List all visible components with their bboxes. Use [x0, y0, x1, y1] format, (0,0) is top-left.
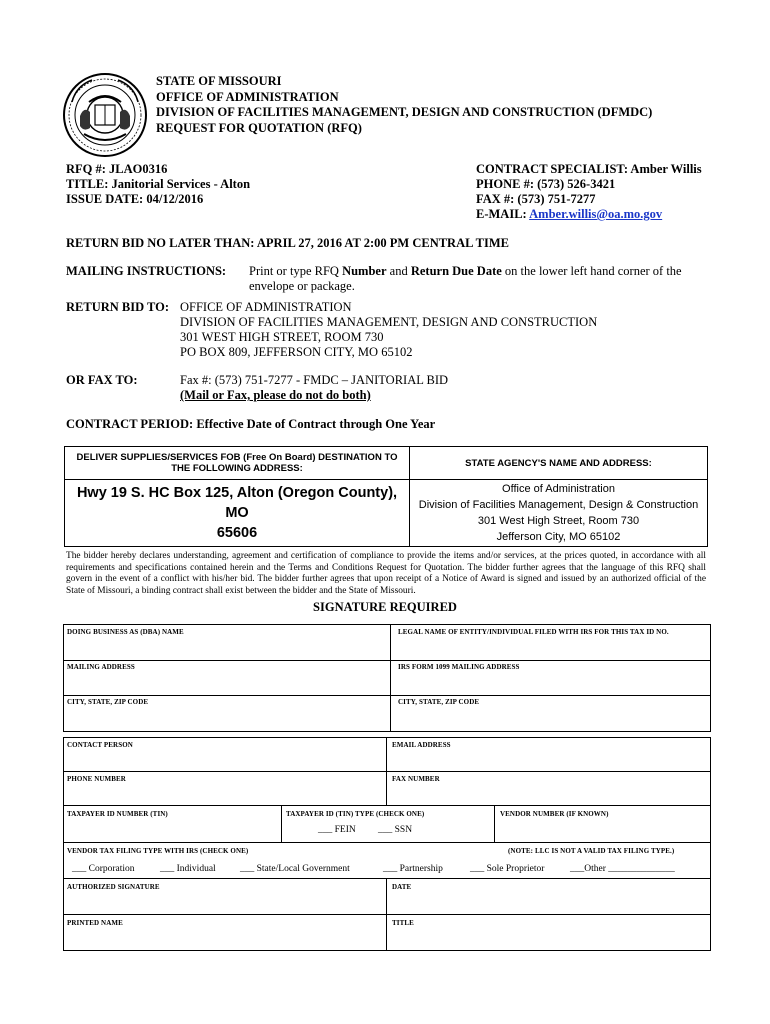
- mailing-instructions-label: MAILING INSTRUCTIONS:: [66, 264, 227, 278]
- return-address-line: PO BOX 809, JEFFERSON CITY, MO 65102: [180, 345, 413, 359]
- vendor-contact-section: [63, 737, 711, 951]
- rfq-title: TITLE: Janitorial Services - Alton: [66, 177, 251, 191]
- divider: [63, 805, 711, 806]
- government-option[interactable]: ___ State/Local Government: [240, 864, 350, 874]
- authorized-signature-field[interactable]: AUTHORIZED SIGNATURE: [67, 883, 160, 891]
- rfq-info: [66, 162, 250, 207]
- header-state: STATE OF MISSOURI: [156, 74, 282, 88]
- fax-to-number: Fax #: (573) 751-7277 - FMDC – JANITORIAL BID: [180, 373, 449, 387]
- delivery-destination-header: DELIVER SUPPLIES/SERVICES FOB (Free On Board) DESTINATION TO THE FOLLOWING ADDRESS:: [65, 447, 410, 480]
- divider: [63, 842, 711, 843]
- mailing-text-1: Print or type RFQ: [249, 264, 343, 278]
- fax-to-label: OR FAX TO:: [66, 373, 138, 387]
- city-state-zip-field[interactable]: CITY, STATE, ZIP CODE: [67, 698, 149, 706]
- delivery-address-line: Hwy 19 S. HC Box 125, Alton (Oregon County), MO: [76, 485, 398, 521]
- contract-period: CONTRACT PERIOD: Effective Date of Contract through One Year: [66, 417, 436, 431]
- phone-number-field[interactable]: PHONE NUMBER: [67, 775, 126, 783]
- mailing-text-3: and: [386, 264, 411, 278]
- divider: [390, 624, 391, 732]
- divider: [494, 805, 495, 842]
- individual-option[interactable]: ___ Individual: [160, 864, 216, 874]
- header-document-type: REQUEST FOR QUOTATION (RFQ): [156, 120, 362, 135]
- vendor-number-field[interactable]: VENDOR NUMBER (IF KNOWN): [500, 810, 609, 818]
- agency-address-line: 301 West High Street, Room 730: [477, 515, 640, 527]
- state-agency-header: STATE AGENCY'S NAME AND ADDRESS:: [410, 447, 708, 480]
- fein-checkbox[interactable]: ___ FEIN: [318, 825, 356, 835]
- divider: [63, 914, 711, 915]
- return-address-line: OFFICE OF ADMINISTRATION: [180, 300, 352, 314]
- agency-address: [410, 480, 708, 547]
- mailing-instructions-text: [249, 264, 709, 294]
- filing-type-note: (NOTE: LLC IS NOT A VALID TAX FILING TYPE.): [508, 847, 675, 855]
- fax-number-field[interactable]: FAX NUMBER: [392, 775, 440, 783]
- dba-field[interactable]: DOING BUSINESS AS (DBA) NAME: [67, 628, 184, 636]
- legal-name-field[interactable]: LEGAL NAME OF ENTITY/INDIVIDUAL FILED WITH IRS FOR THIS TAX ID NO.: [398, 628, 669, 636]
- other-option[interactable]: ___Other ______________: [570, 864, 675, 874]
- email-link[interactable]: Amber.willis@oa.mo.gov: [529, 207, 663, 221]
- contact-email-row: [476, 207, 702, 222]
- delivery-address: [65, 480, 410, 547]
- return-address-line: DIVISION OF FACILITIES MANAGEMENT, DESIGN AND CONSTRUCTION: [180, 315, 598, 329]
- divider: [281, 805, 282, 842]
- return-deadline: RETURN BID NO LATER THAN: APRIL 27, 2016 AT 2:00 PM CENTRAL TIME: [66, 236, 509, 250]
- mailing-text-due-date: Return Due Date: [410, 264, 502, 278]
- document-header: [156, 74, 652, 136]
- divider: [63, 878, 711, 879]
- tin-field[interactable]: TAXPAYER ID NUMBER (TIN): [67, 810, 168, 818]
- filing-type-label: VENDOR TAX FILING TYPE WITH IRS (CHECK ONE): [67, 847, 249, 855]
- mailing-address-field[interactable]: MAILING ADDRESS: [67, 663, 135, 671]
- mailing-text-number: Number: [342, 264, 387, 278]
- state-seal-logo: [62, 72, 148, 158]
- delivery-address-line: 65606: [216, 525, 258, 541]
- tin-type-label: TAXPAYER ID (TIN) TYPE (CHECK ONE): [286, 810, 425, 818]
- fax-to-note: (Mail or Fax, please do not do both): [180, 388, 371, 402]
- delivery-table: [64, 446, 708, 547]
- return-to-label: RETURN BID TO:: [66, 300, 170, 314]
- ssn-checkbox[interactable]: ___ SSN: [378, 825, 413, 835]
- corporation-option[interactable]: ___ Corporation: [72, 864, 135, 874]
- email-address-field[interactable]: EMAIL ADDRESS: [392, 741, 451, 749]
- contact-phone: PHONE #: (573) 526-3421: [476, 177, 616, 191]
- rfq-number: RFQ #: JLAO0316: [66, 162, 168, 176]
- divider: [63, 695, 711, 696]
- header-office: OFFICE OF ADMINISTRATION: [156, 89, 339, 104]
- divider: [63, 771, 711, 772]
- rfq-issue-date: ISSUE DATE: 04/12/2016: [66, 192, 204, 206]
- agency-address-line: Division of Facilities Management, Design & Construction: [418, 499, 699, 511]
- mailing-text-6: envelope or package.: [249, 279, 355, 293]
- agency-address-line: Office of Administration: [502, 483, 615, 495]
- vendor-name-section: [63, 624, 711, 732]
- sole-proprietor-option[interactable]: ___ Sole Proprietor: [470, 864, 545, 874]
- contact-person-field[interactable]: CONTACT PERSON: [67, 741, 133, 749]
- partnership-option[interactable]: ___ Partnership: [383, 864, 443, 874]
- signature-required-heading: SIGNATURE REQUIRED: [313, 600, 457, 614]
- email-label: E-MAIL:: [476, 207, 530, 221]
- contact-info: [476, 162, 702, 222]
- contact-fax: FAX #: (573) 751-7277: [476, 192, 596, 206]
- irs-city-state-zip-field[interactable]: CITY, STATE, ZIP CODE: [398, 698, 480, 706]
- date-field[interactable]: DATE: [392, 883, 412, 891]
- title-field[interactable]: TITLE: [392, 919, 414, 927]
- header-division: DIVISION OF FACILITIES MANAGEMENT, DESIGN AND CONSTRUCTION (DFMDC): [156, 105, 653, 119]
- return-to-address: [180, 300, 597, 360]
- divider: [63, 660, 711, 661]
- irs-1099-address-field[interactable]: IRS FORM 1099 MAILING ADDRESS: [398, 663, 520, 671]
- mailing-text-5: on the lower left hand corner of the: [501, 264, 682, 278]
- return-address-line: 301 WEST HIGH STREET, ROOM 730: [180, 330, 384, 344]
- printed-name-field[interactable]: PRINTED NAME: [67, 919, 123, 927]
- contract-specialist: CONTRACT SPECIALIST: Amber Willis: [476, 162, 702, 176]
- fax-to-text: [180, 373, 448, 403]
- certification-text: The bidder hereby declares understanding, agreement and certification of compliance to provide the items and/or services, at the prices quoted, in accordance with all requirements and specifications contained herein and the Terms and Conditions Request for Quotation. The bidder further agrees that the language of this RFQ shall govern in the event of a conflict with his/her bid. The bidder further agrees that upon receipt of a Notice of Award is signed and issued by an authorized official of the State of Missouri, a binding contract shall exist between the bidder and the State of Missouri.: [66, 551, 706, 596]
- agency-address-line: Jefferson City, MO 65102: [496, 531, 621, 543]
